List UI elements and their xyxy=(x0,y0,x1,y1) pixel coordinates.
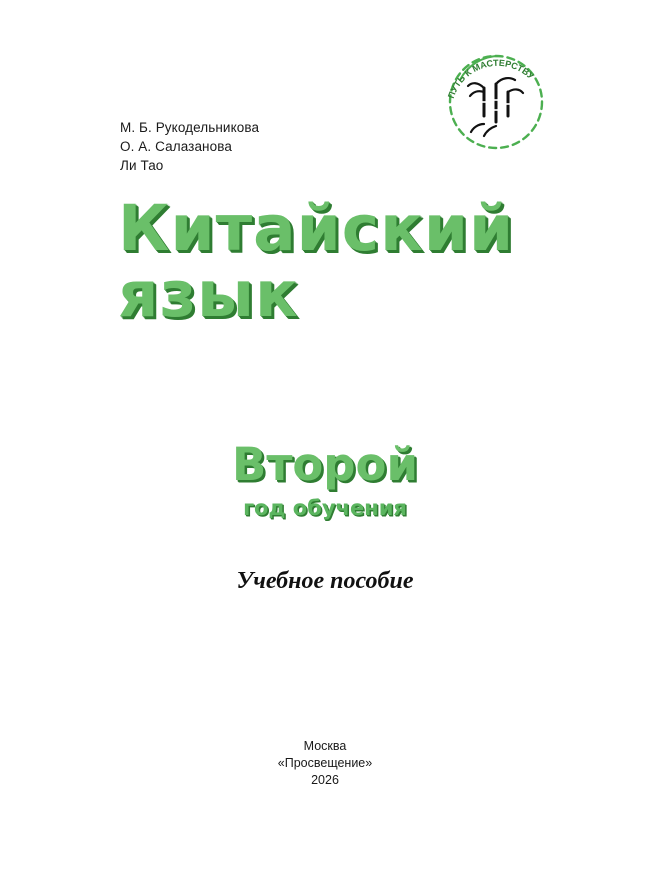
title-line-1: Китайский xyxy=(118,192,515,265)
imprint-year: 2026 xyxy=(311,773,339,787)
author-3: Ли Тао xyxy=(120,158,164,173)
subtitle-year-label: год обучения xyxy=(243,496,407,520)
title-line-2: язык xyxy=(118,258,299,331)
imprint-block xyxy=(0,738,650,789)
bamboo-icon xyxy=(440,44,552,156)
page-title xyxy=(118,192,578,331)
subtitle-block xyxy=(0,440,650,522)
author-1: М. Б. Рукодельникова xyxy=(120,120,260,135)
logo-text-top: ПУТЬ К МАСТЕРСТВУ xyxy=(445,57,536,100)
authors-list xyxy=(120,118,259,175)
imprint-publisher: «Просвещение» xyxy=(277,756,373,770)
author-2: О. А. Салазанова xyxy=(120,139,232,154)
imprint-city: Москва xyxy=(303,739,347,753)
series-logo xyxy=(440,44,552,156)
book-type-label: Учебное пособие xyxy=(236,568,414,594)
subtitle-year-number: Второй xyxy=(232,438,418,491)
